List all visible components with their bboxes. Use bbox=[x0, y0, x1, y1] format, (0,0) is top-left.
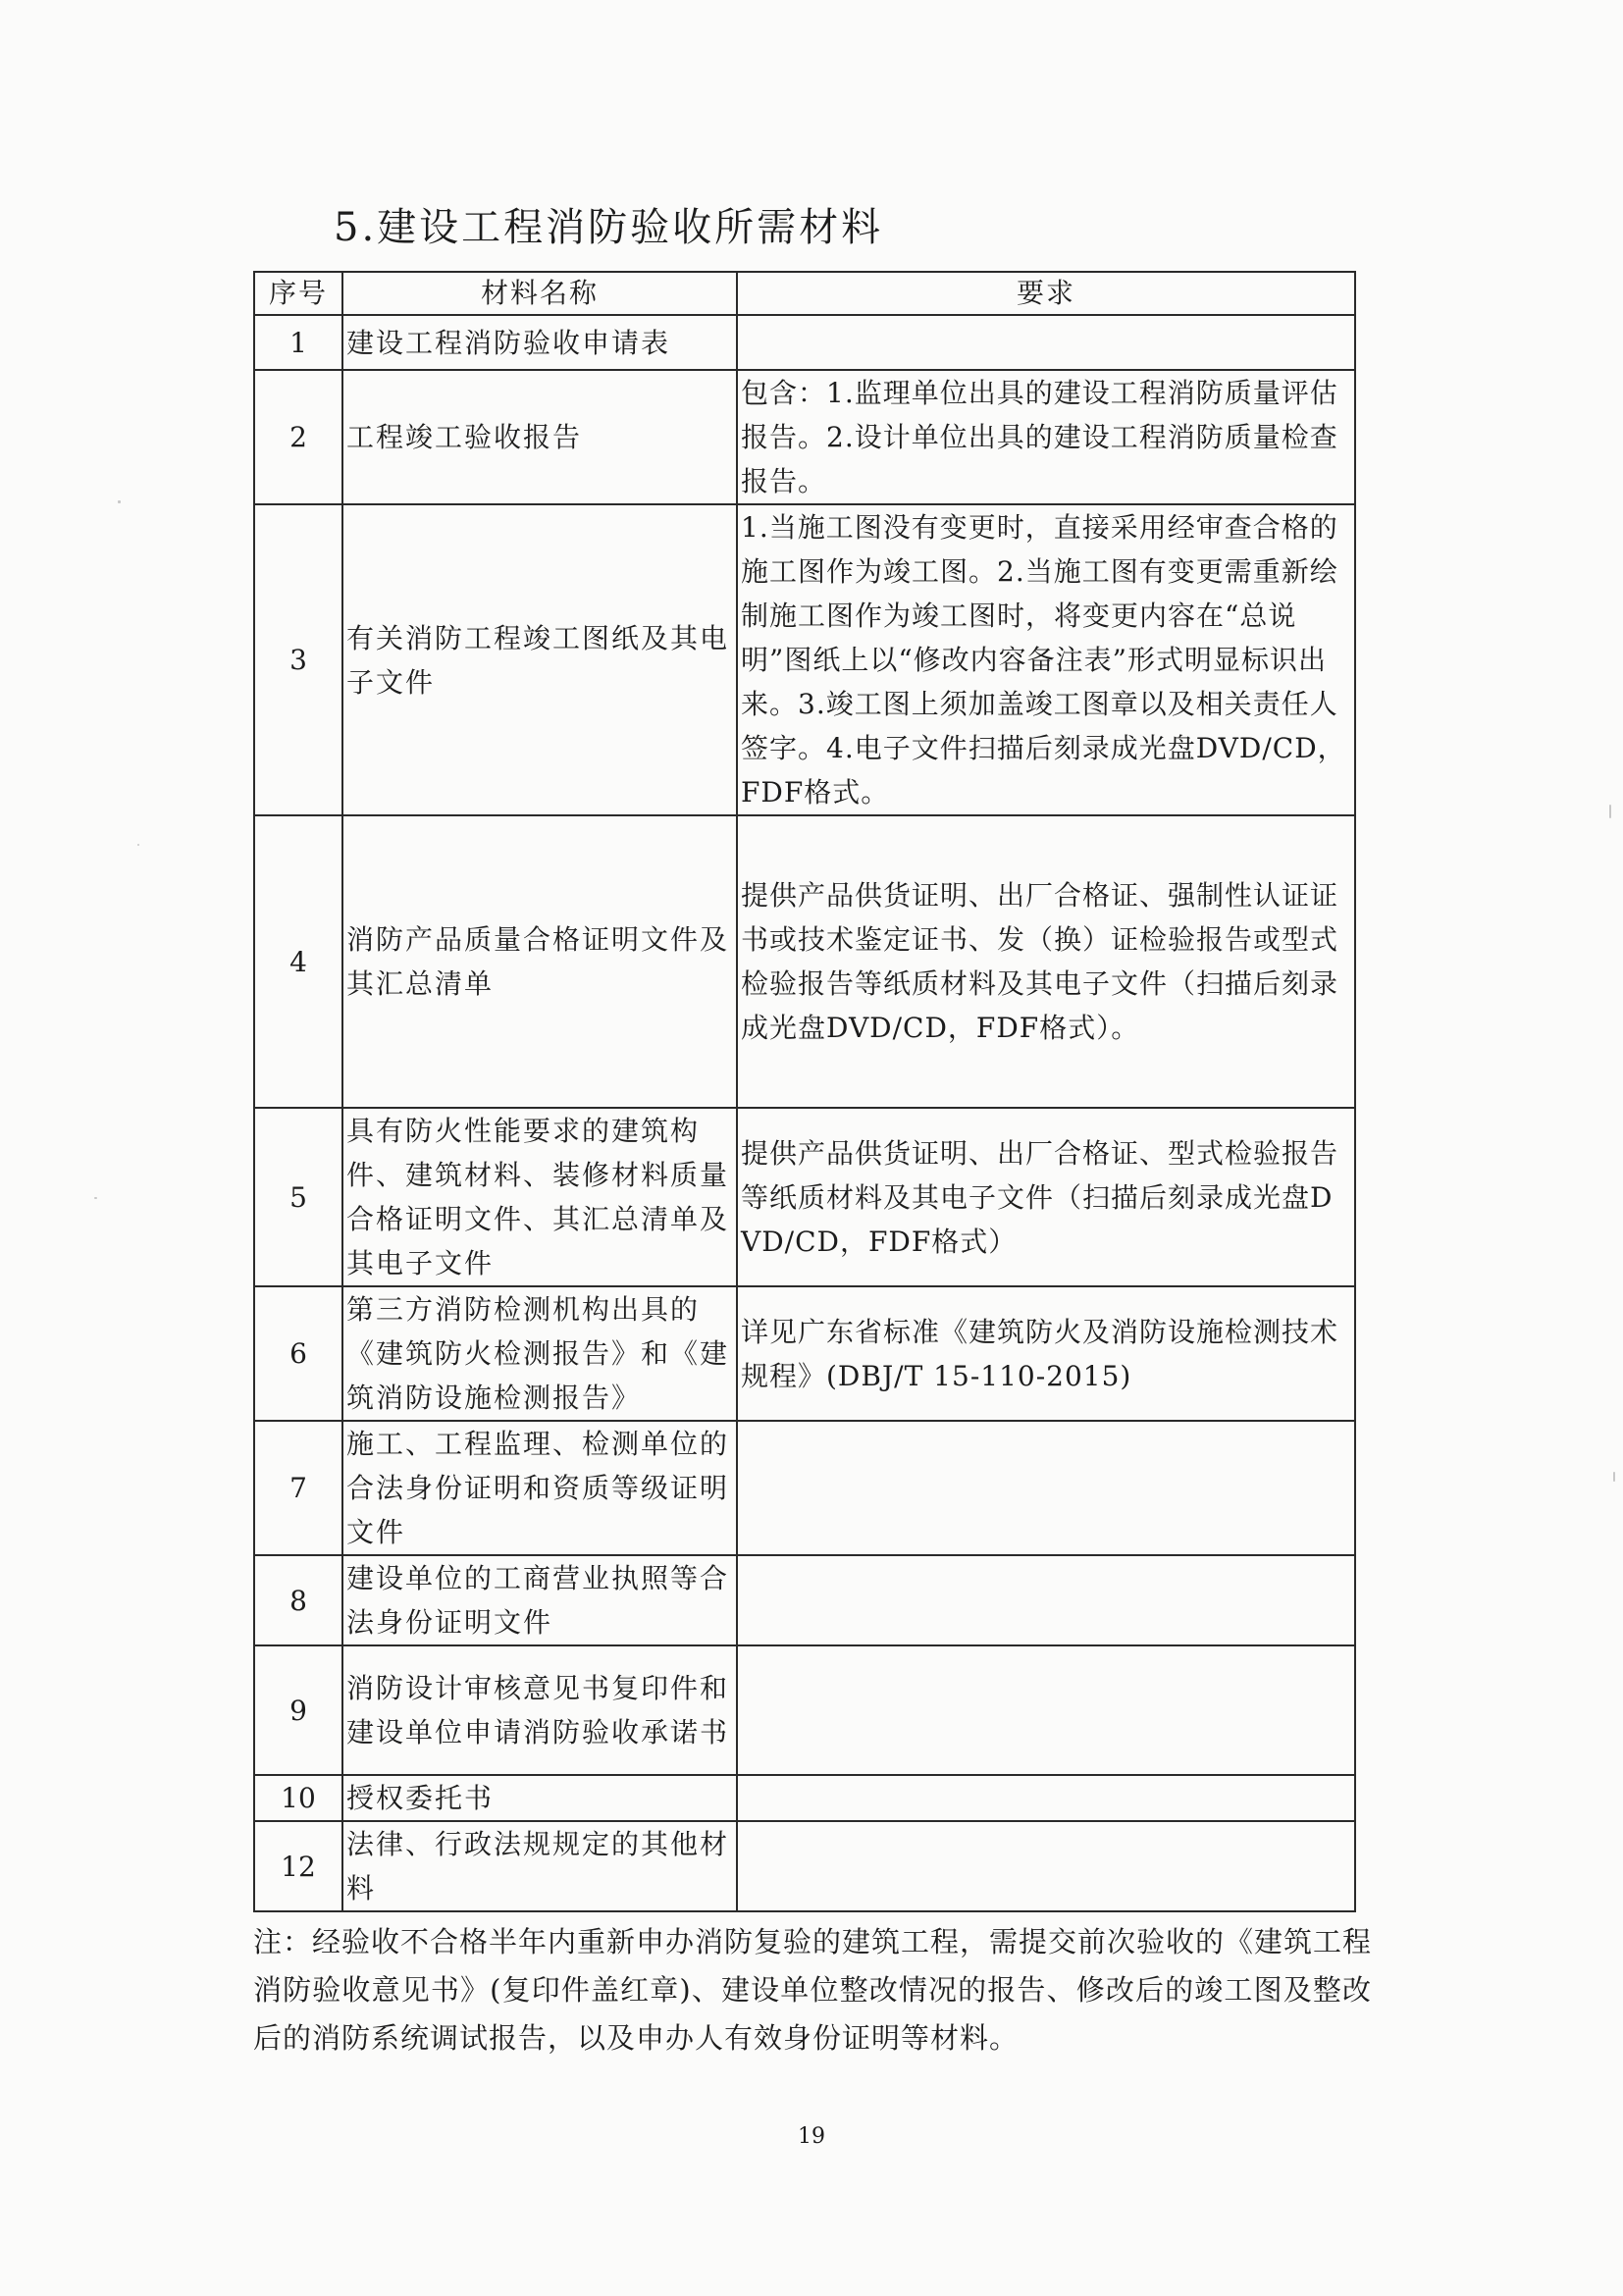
page-number: 19 bbox=[798, 2124, 825, 2149]
materials-table bbox=[253, 271, 1356, 1912]
table-row bbox=[254, 1821, 1355, 1911]
footnote: 注：经验收不合格半年内重新申办消防复验的建筑工程，需提交前次验收的《建筑工程消防验收意见书》(复印件盖红章)、建设单位整改情况的报告、修改后的竣工图及整改后的消防系统调试报告，以及申办人有效身份证明等材料。 bbox=[253, 1925, 1373, 2055]
table-row bbox=[254, 1775, 1355, 1821]
material-name: 工程竣工验收报告 bbox=[342, 370, 737, 504]
table-row bbox=[254, 815, 1355, 1108]
row-number: 9 bbox=[254, 1645, 342, 1775]
row-number: 6 bbox=[254, 1286, 342, 1421]
header-serial-number: 序号 bbox=[254, 272, 342, 315]
material-requirement bbox=[737, 1555, 1355, 1645]
row-number: 2 bbox=[254, 370, 342, 504]
material-name: 施工、工程监理、检测单位的合法身份证明和资质等级证明文件 bbox=[342, 1421, 737, 1555]
material-requirement: 提供产品供货证明、出厂合格证、型式检验报告等纸质材料及其电子文件（扫描后刻录成光盘DVD/CD，FDF格式） bbox=[737, 1108, 1355, 1286]
scan-speck bbox=[94, 1197, 97, 1199]
scan-speck bbox=[137, 844, 139, 846]
table-row bbox=[254, 504, 1355, 815]
material-requirement bbox=[737, 1421, 1355, 1555]
material-name: 法律、行政法规规定的其他材料 bbox=[342, 1821, 737, 1911]
material-name: 有关消防工程竣工图纸及其电子文件 bbox=[342, 504, 737, 815]
material-requirement bbox=[737, 1821, 1355, 1911]
row-number: 12 bbox=[254, 1821, 342, 1911]
material-requirement: 详见广东省标准《建筑防火及消防设施检测技术规程》(DBJ/T 15-110-2015) bbox=[737, 1286, 1355, 1421]
material-requirement: 提供产品供货证明、出厂合格证、强制性认证证书或技术鉴定证书、发（换）证检验报告或型式检验报告等纸质材料及其电子文件（扫描后刻录成光盘DVD/CD，FDF格式）。 bbox=[737, 815, 1355, 1108]
material-name: 消防产品质量合格证明文件及其汇总清单 bbox=[342, 815, 737, 1108]
table-row bbox=[254, 1421, 1355, 1555]
materials-table-container bbox=[253, 271, 1354, 1912]
table-row bbox=[254, 1555, 1355, 1645]
row-number: 10 bbox=[254, 1775, 342, 1821]
table-row bbox=[254, 370, 1355, 504]
material-requirement bbox=[737, 1645, 1355, 1775]
table-row bbox=[254, 1286, 1355, 1421]
row-number: 1 bbox=[254, 315, 342, 370]
table-header-row bbox=[254, 272, 1355, 315]
material-requirement bbox=[737, 315, 1355, 370]
page-title: 5.建设工程消防验收所需材料 bbox=[334, 205, 884, 250]
header-requirements: 要求 bbox=[737, 272, 1355, 315]
material-name: 建设单位的工商营业执照等合法身份证明文件 bbox=[342, 1555, 737, 1645]
table-row bbox=[254, 1108, 1355, 1286]
row-number: 8 bbox=[254, 1555, 342, 1645]
table-row bbox=[254, 1645, 1355, 1775]
material-name: 建设工程消防验收申请表 bbox=[342, 315, 737, 370]
scan-speck bbox=[1613, 1472, 1615, 1482]
row-number: 5 bbox=[254, 1108, 342, 1286]
material-name: 第三方消防检测机构出具的《建筑防火检测报告》和《建筑消防设施检测报告》 bbox=[342, 1286, 737, 1421]
material-name: 具有防火性能要求的建筑构件、建筑材料、装修材料质量合格证明文件、其汇总清单及其电子文件 bbox=[342, 1108, 737, 1286]
scan-speck bbox=[118, 500, 121, 503]
header-material-name: 材料名称 bbox=[342, 272, 737, 315]
row-number: 4 bbox=[254, 815, 342, 1108]
material-requirement: 1.当施工图没有变更时，直接采用经审查合格的施工图作为竣工图。2.当施工图有变更需重新绘制施工图作为竣工图时，将变更内容在“总说明”图纸上以“修改内容备注表”形式明显标识出来。3.竣工图上须加盖竣工图章以及相关责任人签字。4.电子文件扫描后刻录成光盘DVD/CD，FDF格式。 bbox=[737, 504, 1355, 815]
material-name: 授权委托书 bbox=[342, 1775, 737, 1821]
row-number: 3 bbox=[254, 504, 342, 815]
scan-speck bbox=[1609, 805, 1611, 818]
table-row bbox=[254, 315, 1355, 370]
row-number: 7 bbox=[254, 1421, 342, 1555]
material-requirement: 包含：1.监理单位出具的建设工程消防质量评估报告。2.设计单位出具的建设工程消防质量检查报告。 bbox=[737, 370, 1355, 504]
material-requirement bbox=[737, 1775, 1355, 1821]
material-name: 消防设计审核意见书复印件和建设单位申请消防验收承诺书 bbox=[342, 1645, 737, 1775]
